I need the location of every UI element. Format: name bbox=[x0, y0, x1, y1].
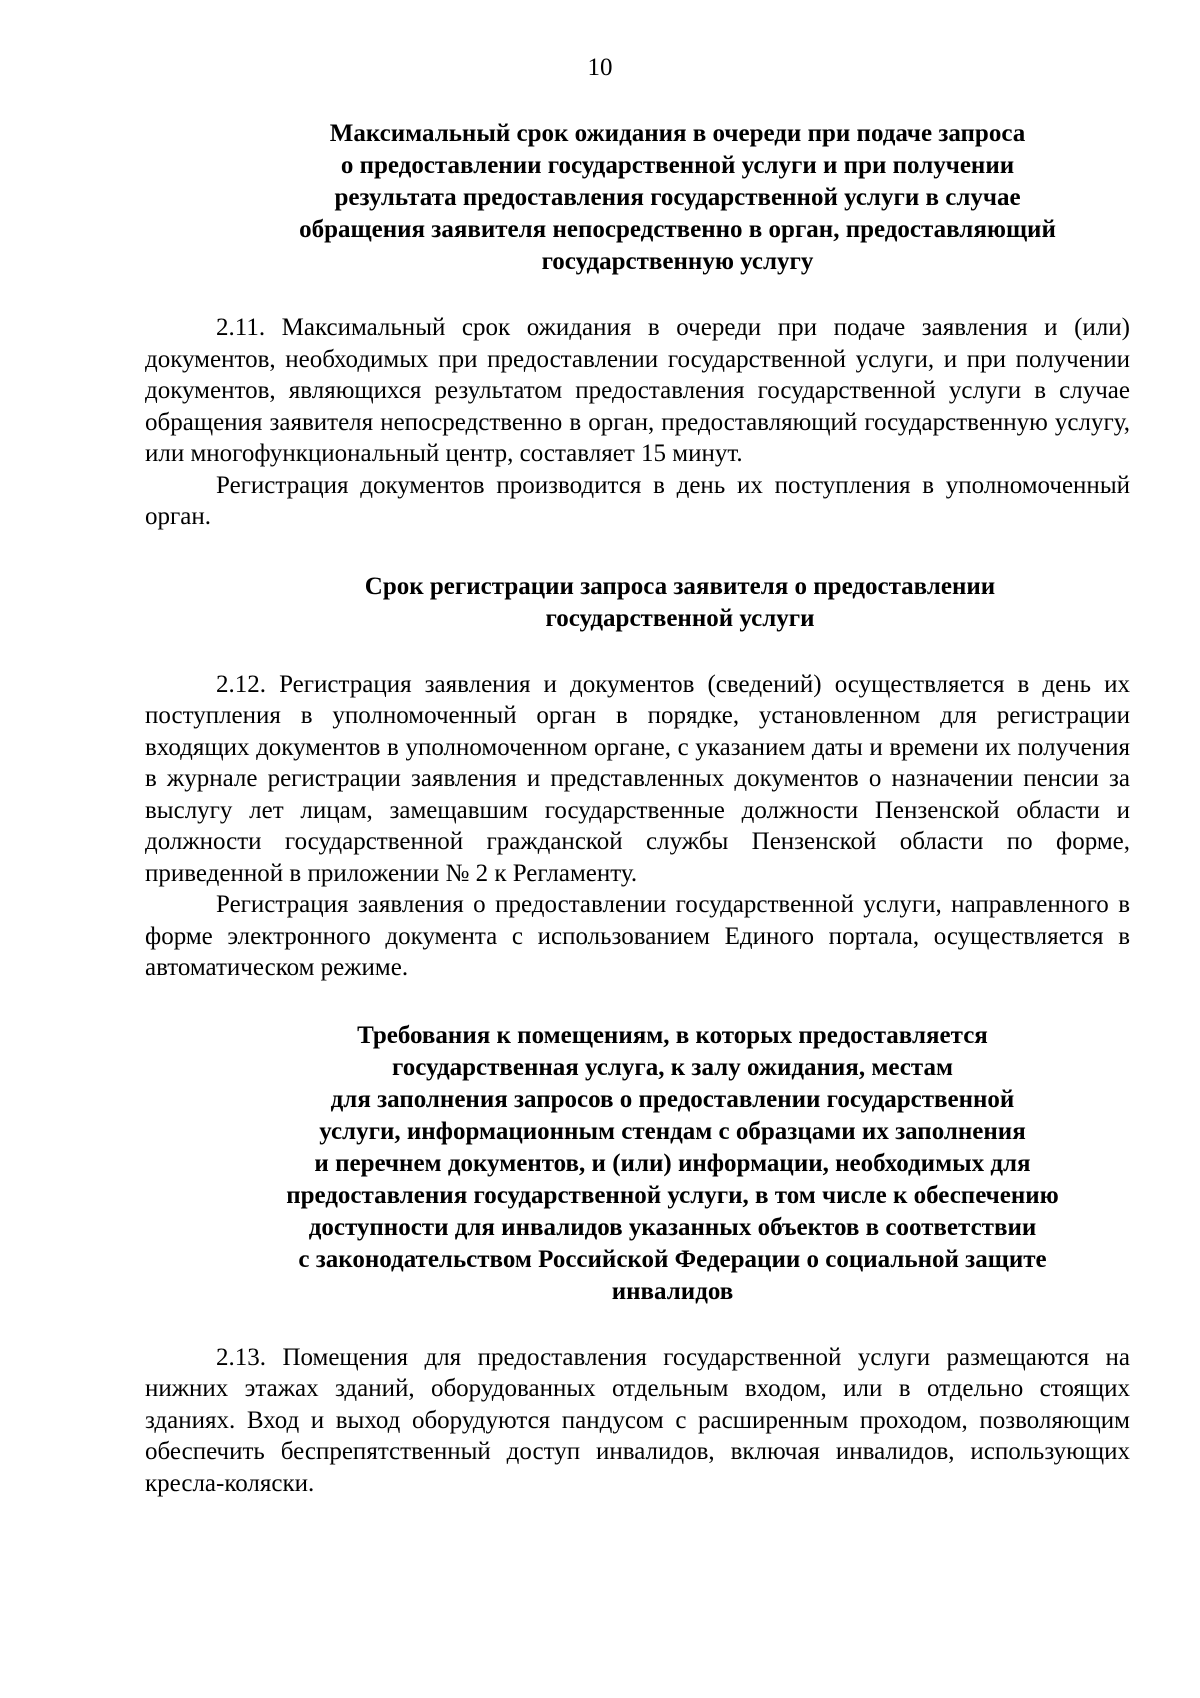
heading-line: предоставления государственной услуги, в том числе к обеспечению bbox=[286, 1181, 1059, 1209]
heading-line: о предоставлении государственной услуги и при получении bbox=[340, 152, 1015, 179]
page-number: 10 bbox=[587, 54, 613, 81]
section-heading-registration-term bbox=[145, 571, 1130, 635]
paragraph-2-13: 2.13. Помещения для предоставления государственной услуги размещаются на нижних этажах зданий, оборудованных отдельным входом, или в отдельно стоящих зданиях. Вход и выход оборудуются пандусом с расширенным проходом, позволяющим обеспечить беспрепятственный доступ инвалидов, включая инвалидов, использующих кресла-коляски. bbox=[145, 1343, 1130, 1497]
heading-line: инвалидов bbox=[611, 1277, 734, 1305]
heading-line: Требования к помещениям, в которых предоставляется bbox=[357, 1021, 988, 1049]
heading-line: государственная услуга, к залу ожидания, местам bbox=[392, 1053, 953, 1081]
heading-line: результата предоставления государственной услуги в случае bbox=[334, 184, 1021, 211]
heading-line: государственную услугу bbox=[541, 248, 814, 275]
heading-line: обращения заявителя непосредственно в орган, предоставляющий bbox=[299, 216, 1056, 243]
paragraph-2-12: 2.12. Регистрация заявления и документов (сведений) осуществляется в день их поступления в уполномоченный орган в порядке, установленном для регистрации входящих документов в уполномоченном органе, с указанием даты и времени их получения в журнале регистрации заявления и представленных документов о назначении пенсии за выслугу лет лицам, замещавшим государственные должности Пензенской области и должности государственной гражданской службы Пензенской области по форме, приведенной в приложении № 2 к Регламенту. bbox=[145, 670, 1130, 887]
heading-line: доступности для инвалидов указанных объектов в соответствии bbox=[308, 1213, 1037, 1241]
paragraph-2-11: 2.11. Максимальный срок ожидания в очереди при подаче заявления и (или) документов, необходимых при предоставлении государственной услуги, и при получении документов, являющихся результатом предоставления государственной услуги в случае обращения заявителя непосредственно в орган, предоставляющий государственную услугу, или многофункциональный центр, составляет 15 минут. bbox=[145, 314, 1130, 467]
document-body bbox=[145, 118, 1130, 1499]
section-heading-waiting-time bbox=[145, 118, 1130, 278]
paragraph-electronic-registration: Регистрация заявления о предоставлении государственной услуги, направленного в форме электронного документа с использованием Единого портала, осуществляется в автоматическом режиме. bbox=[145, 891, 1130, 981]
heading-line: с законодательством Российской Федерации о социальной защите bbox=[298, 1245, 1047, 1273]
heading-line: услуги, информационным стендам с образцами их заполнения bbox=[319, 1117, 1026, 1145]
heading-line: для заполнения запросов о предоставлении государственной bbox=[330, 1085, 1015, 1113]
heading-line: Максимальный срок ожидания в очереди при подаче запроса bbox=[329, 120, 1026, 147]
paragraph-registration-documents: Регистрация документов производится в день их поступления в уполномоченный орган. bbox=[145, 471, 1130, 530]
heading-line: государственной услуги bbox=[545, 604, 815, 632]
heading-line: и перечнем документов, и (или) информации, необходимых для bbox=[314, 1149, 1031, 1177]
heading-line: Срок регистрации запроса заявителя о предоставлении bbox=[364, 572, 996, 600]
section-heading-premises-requirements bbox=[145, 1020, 1130, 1308]
